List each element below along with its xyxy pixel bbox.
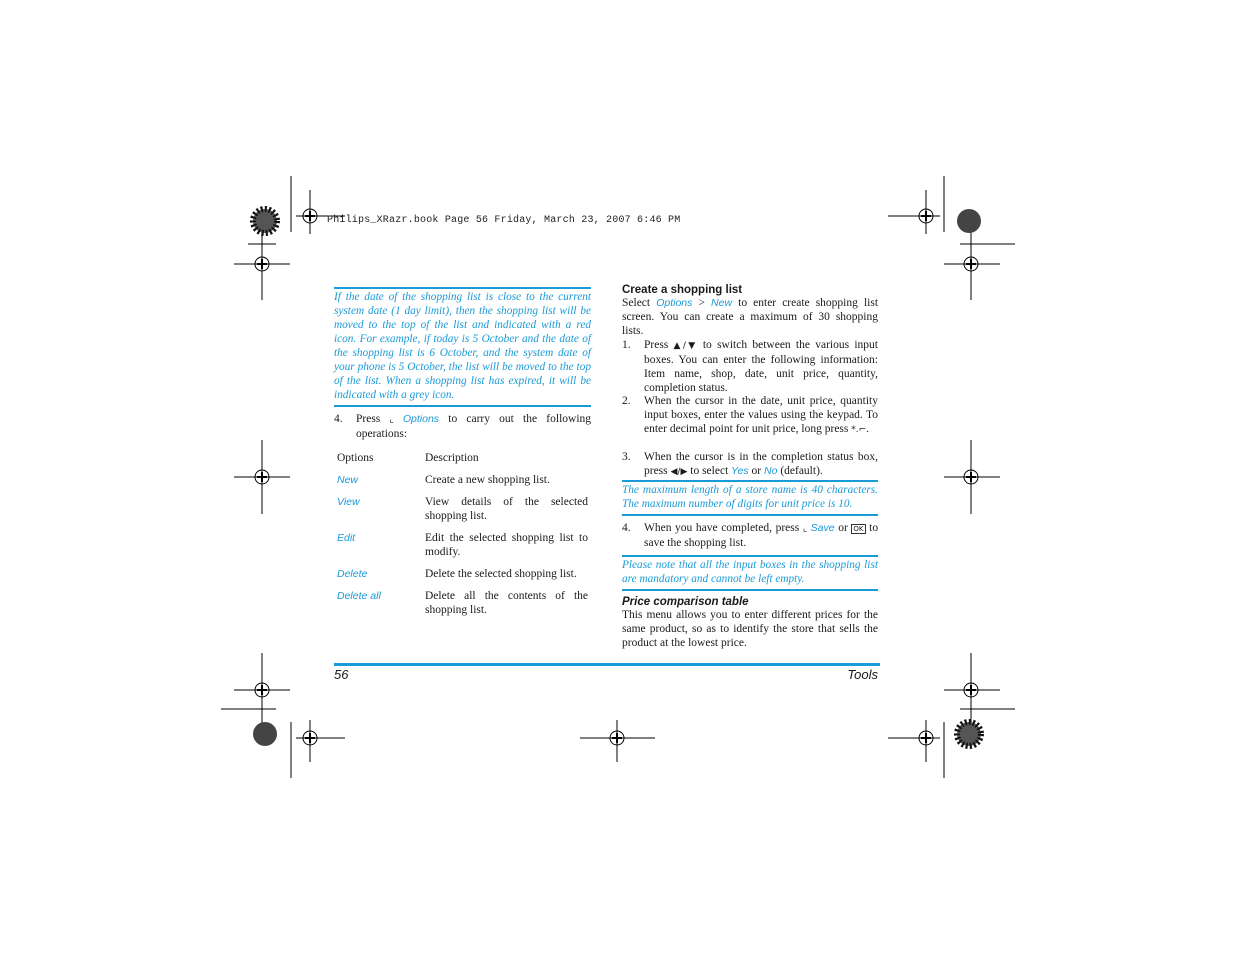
footer-rule: [334, 663, 880, 666]
left-softkey-icon: ⌞: [802, 524, 808, 534]
option-description: View details of the selected shopping list.: [425, 496, 588, 522]
option-delete-all: Delete all: [337, 590, 381, 602]
section-name: Tools: [847, 667, 878, 682]
option-description: Edit the selected shopping list to modify.: [425, 532, 588, 558]
step-number: 4.: [622, 522, 631, 534]
option-delete: Delete: [337, 568, 368, 580]
options-softkey: Options: [656, 297, 693, 309]
step-number: 3.: [622, 451, 631, 463]
yes-option: Yes: [731, 465, 749, 477]
shopping-list-date-note: If the date of the shopping list is close to the current system date (1 day limit), then the shopping list will be moved to the top of the list and indicated with a red icon. For example, if today is 5 October and the date of the shopping list is 6 October, and the system date of your phone is 5 October, the list will be moved to the top of the list. When a shopping list has expired, it will be indicated with a grey icon.: [334, 287, 591, 407]
max-length-note: The maximum length of a store name is 40 characters. The maximum number of digits for unit price is 10.: [622, 480, 878, 516]
table-header-row: [334, 451, 591, 473]
new-menu-item: New: [711, 297, 733, 309]
description-header: Description: [425, 452, 479, 464]
price-comparison-heading: Price comparison table: [622, 596, 749, 608]
step-number: 1.: [622, 339, 631, 351]
step-4-press-options: [334, 412, 591, 442]
table-row: [334, 567, 591, 589]
table-row: [334, 531, 591, 567]
step-number: 2.: [622, 395, 631, 407]
up-down-key-icon: ▲/▼: [673, 341, 698, 351]
no-option: No: [764, 465, 778, 477]
right-column: [622, 284, 878, 650]
table-row: [334, 589, 591, 625]
mandatory-fields-note: Please note that all the input boxes in the shopping list are mandatory and cannot be left empty.: [622, 555, 878, 591]
options-softkey: Options: [402, 413, 440, 425]
page-number: 56: [334, 667, 349, 682]
option-description: Create a new shopping list.: [425, 474, 550, 486]
options-table: [334, 451, 591, 625]
create-shopping-list-heading: Create a shopping list: [622, 284, 743, 296]
left-right-key-icon: ◀/▶: [670, 467, 688, 477]
print-header: Philips_XRazr.book Page 56 Friday, March 23, 2007 6:46 PM: [327, 215, 681, 226]
left-column: [334, 287, 591, 625]
table-row: [334, 495, 591, 531]
option-view: View: [337, 496, 360, 508]
star-key-icon: *.⌐: [851, 425, 867, 435]
price-comparison-text: This menu allows you to enter different prices for the same product, so as to identify the store that sells the product at the lowest price.: [622, 609, 878, 649]
option-new: New: [337, 474, 359, 486]
step-1: 1. Press ▲/▼ to switch between the various input boxes. You can enter the following information: Item name, shop, date, unit price, quantity, completion status.: [622, 339, 879, 394]
left-softkey-icon: ⌞: [389, 415, 394, 425]
table-row: [334, 473, 591, 495]
step-number: 4.: [334, 413, 343, 425]
step-4-save: 4. When you have completed, press ⌞ Save or OK to save the shopping list.: [622, 522, 879, 549]
create-intro: Select Options > New to enter create shopping list screen. You can create a maximum of 30 shopping lists.: [622, 297, 879, 337]
step-text: Press ⌞ Options to carry out the following operations:: [356, 413, 592, 440]
options-header: Options: [337, 452, 374, 464]
option-description: Delete the selected shopping list.: [425, 568, 577, 580]
option-description: Delete all the contents of the shopping list.: [425, 590, 588, 616]
step-3: 3. When the cursor is in the completion status box, press ◀/▶ to select Yes or No (default).: [622, 451, 878, 477]
save-softkey: Save: [810, 522, 835, 534]
option-edit: Edit: [337, 532, 356, 544]
step-2: 2. When the cursor in the date, unit price, quantity input boxes, enter the values using the keypad. To enter decimal point for unit price, long press *.⌐.: [622, 395, 878, 435]
ok-key-icon: OK: [853, 525, 864, 533]
